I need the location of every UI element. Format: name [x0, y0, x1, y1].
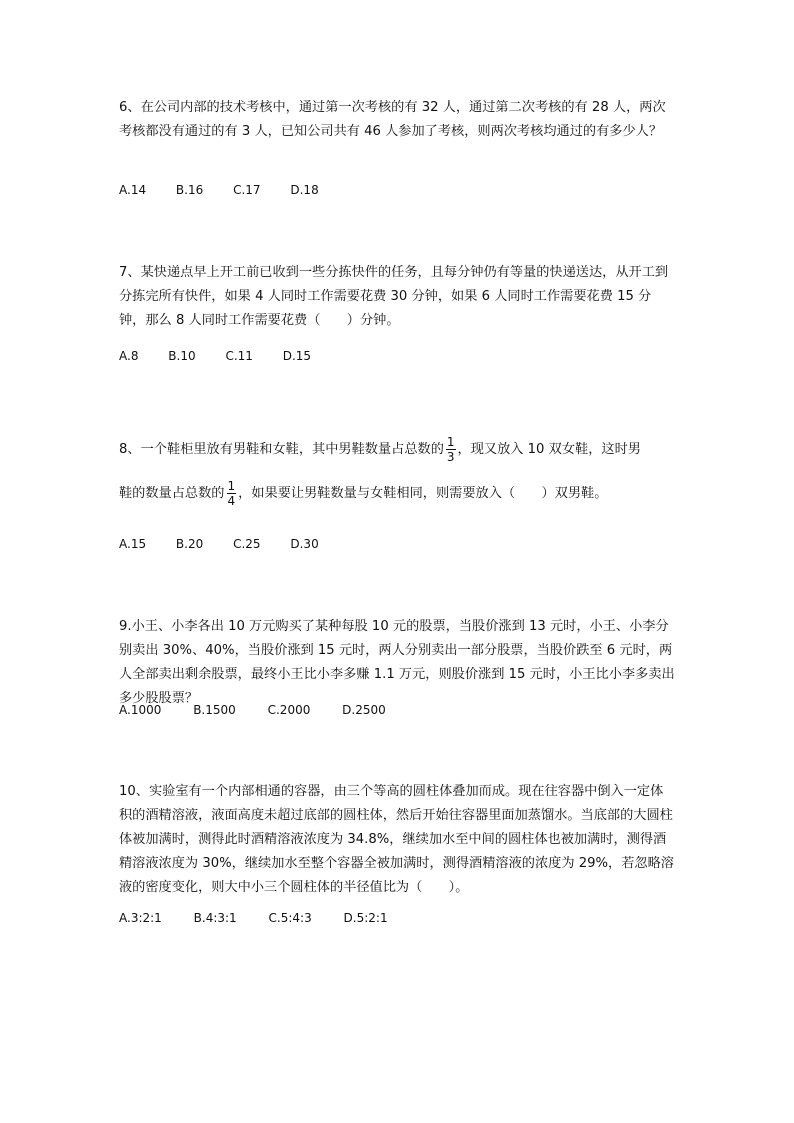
option-c: C.2000: [267, 703, 311, 717]
option-d: D.18: [290, 183, 319, 197]
option-d: D.2500: [342, 703, 386, 717]
question-8-text-a: 8、一个鞋柜里放有男鞋和女鞋，其中男鞋数量占总数的: [119, 442, 444, 457]
question-10-text: 10、实验室有一个内部相通的容器，由三个等高的圆柱体叠加而成。现在往容器中倒入一定体积的酒精溶液，液面高度未超过底部的圆柱体，然后开始往容器里面加蒸馏水。当底部的大圆柱体被加满时，测得此时酒精溶液浓度为 34.8%，继续加水至中间的圆柱体也被加满时，测得酒精溶液浓度为 30%，继续加水至整个容器全被加满时，测得酒精溶液的浓度为 29%，若忽略溶液的密度变化，则大中小三个圆柱体的半径值比为（ ）。: [119, 784, 674, 895]
question-8-line-2: [119, 472, 675, 516]
question-7: [119, 261, 675, 333]
question-8-text-c: 鞋的数量占总数的: [119, 486, 225, 501]
option-a: A.1000: [119, 703, 162, 717]
question-8-line-1: [119, 428, 675, 472]
option-a: A.3:2:1: [119, 911, 162, 925]
question-10: [119, 780, 675, 900]
question-9-text: 9.小王、小李各出 10 万元购买了某种每股 10 元的股票，当股价涨到 13 元时，小王、小李分别卖出 30%、40%，当股价涨到 15 元时，两人分别卖出一部分股票，当股价跌至 6 元时，两人全部卖出剩余股票，最终小王比小李多赚 1.1 万元，则股价涨到 15 元时，小王比小李多卖出多少股股票？: [119, 619, 675, 706]
question-8: [119, 428, 675, 516]
question-7-options: [119, 346, 337, 366]
question-6-options: [119, 180, 345, 200]
option-c: C.25: [233, 537, 261, 551]
option-b: B.1500: [193, 703, 236, 717]
option-c: C.11: [225, 349, 253, 363]
option-b: B.16: [175, 183, 204, 197]
option-c: C.17: [233, 183, 261, 197]
option-c: C.5:4:3: [268, 911, 312, 925]
fraction-one-third: $\frac{1}{3}$: [446, 434, 455, 464]
question-6-text: 6、在公司内部的技术考核中，通过第一次考核的有 32 人，通过第二次考核的有 28 人，两次考核都没有通过的有 3 人，已知公司共有 46 人参加了考核，则两次考核均通过的有多少人？: [119, 100, 666, 139]
question-10-options: [119, 908, 416, 928]
option-d: D.5:2:1: [343, 911, 388, 925]
option-b: B.10: [168, 349, 196, 363]
question-8-options: [119, 534, 345, 554]
question-9: [119, 615, 675, 711]
fraction-one-quarter: $\frac{1}{4}$: [227, 478, 236, 508]
question-8-text-d: ，如果要让男鞋数量与女鞋相同，则需要放入（ ）双男鞋。: [238, 486, 608, 501]
option-b: B.4:3:1: [193, 911, 237, 925]
option-b: B.20: [175, 537, 204, 551]
question-7-text: 7、某快递点早上开工前已收到一些分拣快件的任务，且每分钟仍有等量的快递送达，从开工到分拣完所有快件，如果 4 人同时工作需要花费 30 分钟，如果 6 人同时工作需要花费 15 分钟，那么 8 人同时工作需要花费（ ）分钟。: [119, 265, 669, 328]
question-6: [119, 96, 675, 144]
option-d: D.15: [282, 349, 312, 363]
option-a: A.8: [119, 349, 139, 363]
option-a: A.15: [119, 537, 147, 551]
question-8-text-b: ，现又放入 10 双女鞋，这时男: [457, 442, 641, 457]
option-d: D.30: [290, 537, 319, 551]
option-a: A.14: [119, 183, 147, 197]
question-9-options: [119, 700, 414, 720]
